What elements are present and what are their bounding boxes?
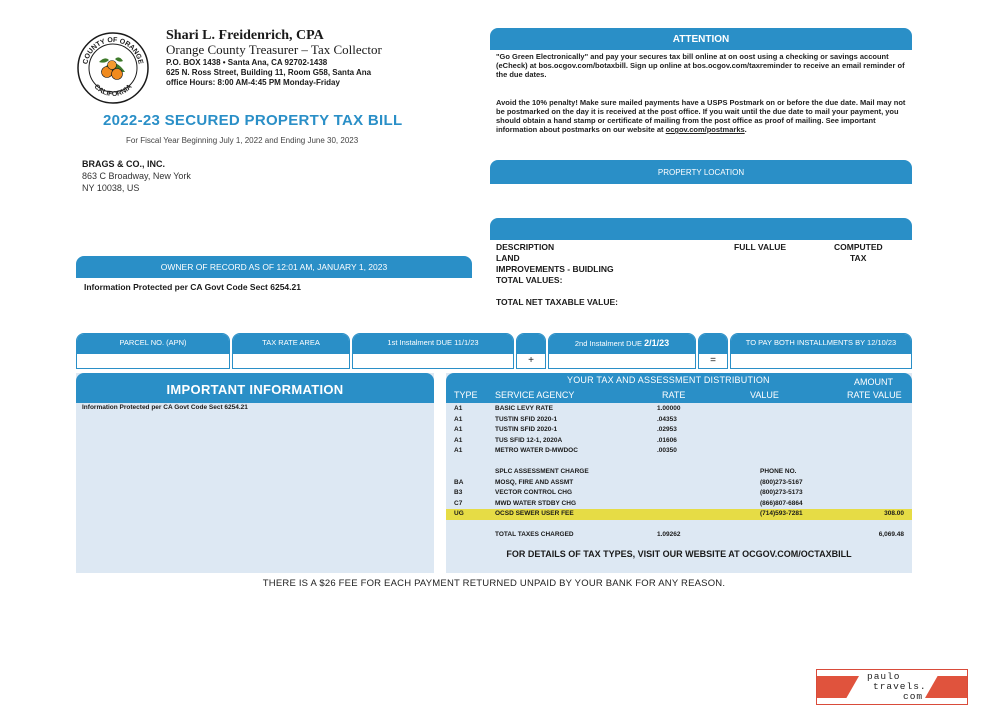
- mailing-company: BRAGS & CO., INC.: [82, 159, 166, 169]
- seal-bottom-text: CALIFORNIA: [92, 83, 134, 99]
- row-type: C7: [454, 499, 463, 507]
- both-installments-box: [730, 333, 912, 369]
- row-type: BA: [454, 478, 464, 486]
- col-type: TYPE: [454, 390, 478, 400]
- col-rate-value: RATE VALUE: [847, 390, 902, 400]
- attention-heading: ATTENTION: [490, 28, 912, 50]
- address-line: 625 N. Ross Street, Building 11, Room G58, Santa Ana: [166, 68, 372, 77]
- row-total-values: TOTAL VALUES:: [496, 275, 563, 285]
- table-row: [446, 499, 912, 510]
- table-row: [446, 488, 912, 499]
- attention-paragraph-1: "Go Green Electronically" and pay your secures tax bill online at on oost using a checking or savings account (eCheck) at bos.ocgov.com/botaxbill. Sign up online at bos.ocgov.com/taxreminder to receive an email reminder of the due dates.: [496, 52, 905, 79]
- plus-sign: +: [528, 355, 534, 366]
- col-service-agency: SERVICE AGENCY: [495, 390, 575, 400]
- values-section-bar: [490, 218, 912, 240]
- row-phone: (866)807-6864: [760, 499, 803, 507]
- watermark-line-3: com: [903, 691, 924, 702]
- owner-heading: OWNER OF RECORD AS OF 12:01 AM, JANUARY 1, 2023: [76, 256, 472, 278]
- row-rate: .00350: [657, 447, 677, 454]
- seal-top-text: COUNTY OF ORANGE: [82, 36, 144, 65]
- splc-heading: SPLC ASSESSMENT CHARGE: [495, 468, 589, 475]
- office-address: [166, 58, 371, 88]
- first-installment-date: 11/1/23: [454, 338, 479, 347]
- col-tax: TAX: [850, 253, 867, 263]
- attention-paragraph-2: [496, 98, 908, 134]
- county-seal: [77, 32, 149, 104]
- row-agency: OCSD SEWER USER FEE: [495, 510, 574, 517]
- parcel-label: PARCEL NO. (APN): [77, 334, 229, 354]
- row-agency: TUS SFID 12-1, 2020A: [495, 436, 563, 444]
- distribution-rows: [446, 404, 912, 541]
- mailing-street: 863 C Broadway, New York: [82, 171, 191, 181]
- row-agency: TUSTIN SFID 2020-1: [495, 426, 558, 433]
- tax-rate-area-label: TAX RATE AREA: [233, 334, 349, 354]
- second-installment-prefix: 2nd Instalment DUE: [574, 339, 645, 348]
- important-info-heading: IMPORTANT INFORMATION: [76, 373, 434, 403]
- total-row: [446, 530, 912, 541]
- table-row-highlighted: [446, 509, 912, 520]
- row-phone: (714)593-7281: [760, 510, 803, 517]
- attention-p2-end: .: [744, 125, 747, 134]
- row-phone: (800)273-5167: [760, 478, 803, 486]
- table-row: [446, 415, 912, 426]
- first-installment-prefix: 1st Instalment DUE: [387, 338, 455, 347]
- row-agency: MOSQ, FIRE AND ASSMT: [495, 478, 574, 486]
- watermark-line-2: travels.: [873, 681, 927, 692]
- phone-heading: PHONE NO.: [760, 468, 797, 475]
- officer-name: Shari L. Freidenrich, CPA: [166, 28, 324, 43]
- row-agency: VECTOR CONTROL CHG: [495, 489, 573, 496]
- equals-box: [698, 333, 728, 369]
- bill-title: 2022-23 SECURED PROPERTY TAX BILL: [103, 112, 403, 129]
- watermark-logo: [816, 669, 968, 705]
- row-improvements: IMPROVEMENTS - BUIDLING: [496, 264, 614, 274]
- total-rate: 1.09262: [657, 531, 681, 538]
- property-location-heading: PROPERTY LOCATION: [490, 160, 912, 184]
- first-installment-label: [353, 334, 513, 354]
- row-agency: MWD WATER STDBY CHG: [495, 499, 577, 507]
- second-installment-label: [549, 334, 695, 354]
- plus-box: [516, 333, 546, 369]
- row-rate: 1.00000: [657, 405, 681, 412]
- table-row: [446, 404, 912, 415]
- row-type: A1: [454, 405, 463, 412]
- splc-heading-row: [446, 467, 912, 478]
- second-installment-date: 2/1/23: [644, 338, 670, 348]
- mailing-city: NY 10038, US: [82, 183, 140, 193]
- table-row: [446, 436, 912, 447]
- both-installments-label: TO PAY BOTH INSTALLMENTS BY 12/10/23: [731, 334, 911, 354]
- postmarks-link[interactable]: ocgov.com/postmarks: [665, 125, 745, 134]
- second-installment-box: [548, 333, 696, 369]
- col-computed: COMPUTED: [834, 242, 883, 252]
- address-line: P.O. BOX 1438 • Santa Ana, CA 92702-1438: [166, 58, 328, 67]
- parcel-number-box: [76, 333, 230, 369]
- values-table: [496, 242, 908, 308]
- col-rate: RATE: [662, 390, 686, 400]
- total-amount: 6,069.48: [878, 531, 904, 538]
- row-type: A1: [454, 447, 463, 454]
- mailing-address: [82, 158, 191, 194]
- first-installment-box: [352, 333, 514, 369]
- row-agency: TUSTIN SFID 2020-1: [495, 415, 558, 423]
- row-total-net: TOTAL NET TAXABLE VALUE:: [496, 297, 618, 307]
- row-type: UG: [454, 510, 464, 517]
- col-value: VALUE: [750, 390, 779, 400]
- distribution-heading: YOUR TAX AND ASSESSMENT DISTRIBUTION: [567, 375, 770, 385]
- row-type: A1: [454, 436, 463, 444]
- row-amount: 308.00: [884, 510, 904, 517]
- watermark-line-1: paulo: [867, 671, 901, 682]
- table-row: [446, 446, 912, 457]
- total-label: TOTAL TAXES CHARGED: [495, 531, 574, 538]
- row-land: LAND: [496, 253, 520, 263]
- returned-payment-fee-note: THERE IS A $26 FEE FOR EACH PAYMENT RETURNED UNPAID BY YOUR BANK FOR ANY REASON.: [262, 578, 726, 589]
- row-phone: (800)273-5173: [760, 489, 803, 496]
- row-type: A1: [454, 426, 463, 433]
- row-agency: METRO WATER D-MWDOC: [495, 447, 578, 454]
- tax-rate-area-box: [232, 333, 350, 369]
- table-row: [446, 425, 912, 436]
- col-full-value: FULL VALUE: [734, 242, 787, 252]
- row-type: B3: [454, 489, 463, 496]
- row-rate: .01606: [657, 436, 677, 444]
- row-type: A1: [454, 415, 463, 423]
- officer-title: Orange County Treasurer – Tax Collector: [166, 42, 382, 57]
- address-line: office Hours: 8:00 AM-4:45 PM Monday-Friday: [166, 78, 340, 87]
- equals-sign: =: [710, 355, 716, 366]
- row-rate: .04353: [657, 415, 677, 423]
- table-row: [446, 478, 912, 489]
- amount-heading: AMOUNT: [854, 377, 893, 387]
- important-info-text: Information Protected per CA Govt Code Sect 6254.21: [82, 404, 248, 411]
- fiscal-year: For Fiscal Year Beginning July 1, 2022 and Ending June 30, 2023: [126, 136, 359, 145]
- attention-p2-text: Avoid the 10% penalty! Make sure mailed payments have a USPS Postmark on or before the due date. Mail may not be postmarked on the day it is received at the post office. If you wait until the due date to mail your payment, you should obtain a hand stamp or certificate of mailing from the post office as proof of mailing. See important information about postmarks on our website at: [496, 98, 906, 134]
- row-rate: .02953: [657, 426, 677, 433]
- distribution-header: [446, 373, 912, 403]
- details-note: FOR DETAILS OF TAX TYPES, VISIT OUR WEBSITE AT OCGOV.COM/OCTAXBILL: [506, 549, 852, 559]
- col-description: DESCRIPTION: [496, 242, 555, 252]
- row-agency: BASIC LEVY RATE: [495, 405, 553, 412]
- owner-text: Information Protected per CA Govt Code Sect 6254.21: [84, 282, 301, 292]
